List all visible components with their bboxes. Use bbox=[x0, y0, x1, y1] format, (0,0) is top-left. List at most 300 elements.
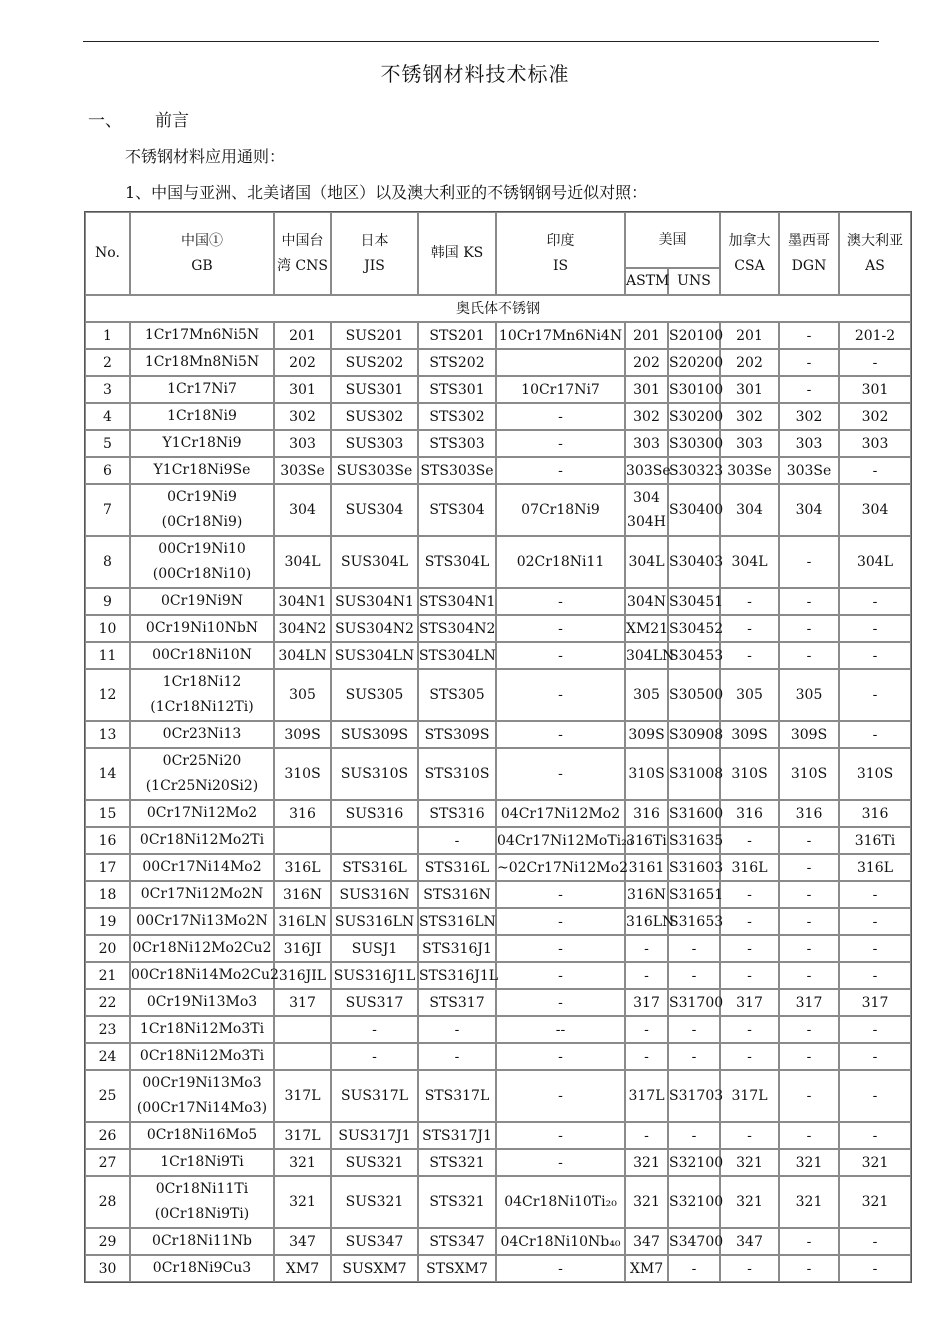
cell-uns: S30200 bbox=[668, 403, 720, 430]
table-row bbox=[85, 1176, 911, 1228]
header-canada-sub: CSA bbox=[734, 257, 765, 274]
header-australia-as bbox=[839, 212, 911, 295]
cell-no: 13 bbox=[85, 721, 130, 748]
cell-jis: SUS304N2 bbox=[331, 615, 418, 642]
cell-gb bbox=[130, 322, 274, 349]
cell-ks: STS317J1 bbox=[418, 1122, 496, 1149]
cell-dgn: - bbox=[779, 642, 839, 669]
cell-csa: - bbox=[720, 1016, 779, 1043]
cell-astm-line: 304LN bbox=[626, 647, 675, 664]
cell-csa: - bbox=[720, 881, 779, 908]
cell-jis: SUS310S bbox=[331, 748, 418, 800]
cell-csa: 317L bbox=[720, 1070, 779, 1122]
cell-no: 4 bbox=[85, 403, 130, 430]
cell-astm-line: XM21 bbox=[626, 620, 669, 637]
cell-csa: 316 bbox=[720, 800, 779, 827]
cell-gb-line: 0Cr18Ni12Mo2Ti bbox=[139, 832, 265, 848]
cell-no: 1 bbox=[85, 322, 130, 349]
cell-as: 304 bbox=[839, 484, 911, 536]
cell-gb bbox=[130, 642, 274, 669]
cell-ks: STS302 bbox=[418, 403, 496, 430]
cell-cns: 302 bbox=[274, 403, 331, 430]
cell-cns: 316L bbox=[274, 854, 331, 881]
cell-astm-line: 303Se bbox=[626, 462, 671, 479]
cell-dgn: - bbox=[779, 881, 839, 908]
intro-paragraph: 不锈钢材料应用通则： bbox=[125, 147, 286, 166]
cell-is: - bbox=[496, 615, 625, 642]
cell-csa: 321 bbox=[720, 1176, 779, 1228]
cell-gb bbox=[130, 1043, 274, 1070]
cell-gb bbox=[130, 748, 274, 800]
cell-as: - bbox=[839, 935, 911, 962]
cell-is: 10Cr17Ni7 bbox=[496, 376, 625, 403]
cell-gb bbox=[130, 854, 274, 881]
cell-dgn: - bbox=[779, 1070, 839, 1122]
cell-astm bbox=[625, 1016, 668, 1043]
header-china-label: 中国① bbox=[181, 232, 223, 249]
cell-uns: - bbox=[668, 1255, 720, 1282]
cell-csa: 310S bbox=[720, 748, 779, 800]
cell-gb-line: 0Cr18Ni12Mo2Cu2 bbox=[132, 940, 272, 956]
cell-astm-line: 202 bbox=[633, 354, 660, 371]
cell-jis: SUS304N1 bbox=[331, 588, 418, 615]
header-taiwan-cns bbox=[274, 212, 331, 295]
cell-no: 20 bbox=[85, 935, 130, 962]
cell-astm-line: 301 bbox=[633, 381, 660, 398]
cell-dgn: 304 bbox=[779, 484, 839, 536]
section-number: 一、 bbox=[88, 111, 122, 131]
cell-is: - bbox=[496, 748, 625, 800]
cell-is: 04Cr18Ni10Nb₄₀ bbox=[496, 1228, 625, 1255]
cell-uns: S30323 bbox=[668, 457, 720, 484]
cell-gb-line: 0Cr17Ni12Mo2N bbox=[140, 886, 264, 902]
cell-is: - bbox=[496, 430, 625, 457]
cell-gb bbox=[130, 430, 274, 457]
cell-no: 17 bbox=[85, 854, 130, 881]
cell-csa: 347 bbox=[720, 1228, 779, 1255]
cell-csa: 302 bbox=[720, 403, 779, 430]
cell-uns: S20100 bbox=[668, 322, 720, 349]
cell-gb bbox=[130, 827, 274, 854]
cell-uns: S31635 bbox=[668, 827, 720, 854]
cell-astm-line: 304L bbox=[628, 554, 665, 570]
cell-astm bbox=[625, 1176, 668, 1228]
cell-gb bbox=[130, 908, 274, 935]
cell-as: 321 bbox=[839, 1149, 911, 1176]
cell-ks: STS304L bbox=[418, 536, 496, 588]
cell-jis: SUS305 bbox=[331, 669, 418, 721]
cell-cns bbox=[274, 1016, 331, 1043]
cell-as: 316 bbox=[839, 800, 911, 827]
cell-no: 9 bbox=[85, 588, 130, 615]
cell-jis: SUS304 bbox=[331, 484, 418, 536]
cell-gb-line: 0Cr18Ni11Nb bbox=[152, 1233, 252, 1249]
cell-cns: 317 bbox=[274, 989, 331, 1016]
cell-gb-line: 00Cr17Ni14Mo2 bbox=[142, 859, 262, 875]
cell-uns: S32100 bbox=[668, 1149, 720, 1176]
cell-cns: 201 bbox=[274, 322, 331, 349]
cell-gb-line: Y1Cr18Ni9 bbox=[162, 435, 242, 451]
cell-csa: 317 bbox=[720, 989, 779, 1016]
cell-csa: - bbox=[720, 642, 779, 669]
cell-ks: STSXM7 bbox=[418, 1255, 496, 1282]
cell-csa: - bbox=[720, 827, 779, 854]
cell-dgn: - bbox=[779, 1043, 839, 1070]
cell-gb bbox=[130, 536, 274, 588]
cell-gb-line: 1Cr18Mn8Ni5N bbox=[144, 354, 260, 370]
cell-dgn: - bbox=[779, 1255, 839, 1282]
cell-ks: STS321 bbox=[418, 1176, 496, 1228]
cell-astm bbox=[625, 962, 668, 989]
cell-ks: STS304N2 bbox=[418, 615, 496, 642]
cell-jis: SUSJ1 bbox=[331, 935, 418, 962]
header-china-gb bbox=[130, 212, 274, 295]
cell-cns: 304N1 bbox=[274, 588, 331, 615]
cell-astm-line: XM7 bbox=[629, 1260, 664, 1277]
table-row bbox=[85, 642, 911, 669]
cell-astm bbox=[625, 935, 668, 962]
cell-gb bbox=[130, 403, 274, 430]
cell-gb-line: Y1Cr18Ni9Se bbox=[153, 462, 251, 478]
cell-jis: SUS201 bbox=[331, 322, 418, 349]
table-caption: 1、中国与亚洲、北美诸国（地区）以及澳大利亚的不锈钢钢号近似对照： bbox=[125, 183, 648, 202]
cell-dgn: - bbox=[779, 935, 839, 962]
table-row bbox=[85, 908, 911, 935]
cell-uns: S30452 bbox=[668, 615, 720, 642]
cell-jis: SUS303Se bbox=[331, 457, 418, 484]
cell-no: 18 bbox=[85, 881, 130, 908]
cell-jis: SUS316 bbox=[331, 800, 418, 827]
cell-is: 02Cr18Ni11 bbox=[496, 536, 625, 588]
cell-cns: 321 bbox=[274, 1176, 331, 1228]
cell-astm-line: 305 bbox=[633, 687, 660, 703]
cell-uns: S30908 bbox=[668, 721, 720, 748]
cell-csa: - bbox=[720, 935, 779, 962]
cell-as: - bbox=[839, 1228, 911, 1255]
cell-gb bbox=[130, 1016, 274, 1043]
cell-as: - bbox=[839, 1016, 911, 1043]
cell-no: 21 bbox=[85, 962, 130, 989]
cell-ks: STS304LN bbox=[418, 642, 496, 669]
cell-no: 24 bbox=[85, 1043, 130, 1070]
cell-ks: - bbox=[418, 1043, 496, 1070]
cell-no: 3 bbox=[85, 376, 130, 403]
cell-astm-line: - bbox=[644, 1127, 649, 1144]
cell-uns: S31008 bbox=[668, 748, 720, 800]
header-japan-label: 日本 bbox=[360, 232, 389, 249]
cell-gb bbox=[130, 484, 274, 536]
cell-gb-line: 00Cr19Ni10 bbox=[158, 541, 246, 557]
cell-uns: S31653 bbox=[668, 908, 720, 935]
cell-astm bbox=[625, 376, 668, 403]
cell-gb-line: 00Cr19Ni13Mo3 bbox=[142, 1075, 262, 1091]
cell-dgn: 305 bbox=[779, 669, 839, 721]
cell-astm-line: 304N bbox=[627, 593, 666, 610]
cell-no: 11 bbox=[85, 642, 130, 669]
cell-jis bbox=[331, 827, 418, 854]
cell-as: 317 bbox=[839, 989, 911, 1016]
cell-astm-line: - bbox=[644, 1021, 649, 1038]
cell-ks: STS316 bbox=[418, 800, 496, 827]
cell-as: - bbox=[839, 457, 911, 484]
cell-uns: S31703 bbox=[668, 1070, 720, 1122]
cell-gb bbox=[130, 962, 279, 989]
cell-no: 7 bbox=[85, 484, 130, 536]
header-india-sub: IS bbox=[552, 257, 569, 274]
cell-astm-line: 316N bbox=[627, 886, 666, 903]
cell-cns: 321 bbox=[274, 1149, 331, 1176]
cell-ks: STS347 bbox=[418, 1228, 496, 1255]
cell-gb-line: 1Cr17Mn6Ni5N bbox=[144, 327, 260, 343]
cell-astm-line: 201 bbox=[633, 327, 660, 344]
header-australia-sub: AS bbox=[865, 257, 885, 274]
table-row bbox=[85, 376, 911, 403]
cell-cns: 317L bbox=[274, 1070, 331, 1122]
cell-ks: STS304 bbox=[418, 484, 496, 536]
cell-ks: STS310S bbox=[418, 748, 496, 800]
cell-jis: SUS321 bbox=[331, 1149, 418, 1176]
table-row bbox=[85, 881, 911, 908]
cell-dgn: - bbox=[779, 615, 839, 642]
table-row bbox=[85, 800, 911, 827]
cell-gb-line: 0Cr17Ni12Mo2 bbox=[146, 805, 258, 821]
cell-as: - bbox=[839, 962, 911, 989]
cell-csa: 201 bbox=[720, 322, 779, 349]
cell-dgn: 317 bbox=[779, 989, 839, 1016]
cell-no: 23 bbox=[85, 1016, 130, 1043]
cell-ks: STS304N1 bbox=[418, 588, 496, 615]
cell-jis: SUS317J1 bbox=[331, 1122, 418, 1149]
cell-astm bbox=[625, 642, 675, 669]
cell-csa: 303 bbox=[720, 430, 779, 457]
cell-uns: S31603 bbox=[668, 854, 720, 881]
header-uns: UNS bbox=[668, 268, 720, 295]
cell-dgn: 321 bbox=[779, 1149, 839, 1176]
cell-no: 14 bbox=[85, 748, 130, 800]
cell-dgn: 310S bbox=[779, 748, 839, 800]
cell-gb bbox=[130, 935, 274, 962]
cell-gb bbox=[130, 989, 274, 1016]
cell-is: - bbox=[496, 1043, 625, 1070]
cell-gb-line: 00Cr17Ni13Mo2N bbox=[136, 913, 268, 929]
cell-gb bbox=[130, 721, 274, 748]
cell-dgn: - bbox=[779, 854, 839, 881]
cell-csa: 202 bbox=[720, 349, 779, 376]
cell-jis: - bbox=[331, 1043, 418, 1070]
table-row bbox=[85, 989, 911, 1016]
cell-as: - bbox=[839, 881, 911, 908]
table-row bbox=[85, 588, 911, 615]
header-mexico-sub: DGN bbox=[791, 257, 827, 274]
cell-uns: S34700 bbox=[668, 1228, 720, 1255]
cell-astm-line: 321 bbox=[633, 1194, 660, 1210]
cell-is bbox=[496, 349, 625, 376]
table-row bbox=[85, 935, 911, 962]
cell-astm bbox=[625, 721, 668, 748]
cell-gb bbox=[130, 1176, 274, 1228]
cell-is: - bbox=[496, 935, 625, 962]
cell-as: 304L bbox=[839, 536, 911, 588]
cell-as: 310S bbox=[839, 748, 911, 800]
cell-gb-line: 1Cr18Ni12Mo3Ti bbox=[139, 1021, 265, 1037]
cell-gb-line: 0Cr19Ni10NbN bbox=[145, 620, 259, 636]
cell-csa: 305 bbox=[720, 669, 779, 721]
cell-is: - bbox=[496, 457, 625, 484]
cell-gb bbox=[130, 1149, 274, 1176]
cell-is: - bbox=[496, 989, 625, 1016]
cell-astm bbox=[625, 430, 668, 457]
cell-ks: STS201 bbox=[418, 322, 496, 349]
header-korea-ks: 韩国 KS bbox=[418, 212, 496, 295]
cell-as: - bbox=[839, 721, 911, 748]
cell-astm-line: - bbox=[644, 940, 649, 957]
cell-uns: - bbox=[668, 962, 720, 989]
cell-astm bbox=[625, 1122, 668, 1149]
cell-cns: 202 bbox=[274, 349, 331, 376]
header-canada-label: 加拿大 bbox=[728, 232, 771, 249]
cell-as: 316Ti bbox=[839, 827, 911, 854]
header-australia-label: 澳大利亚 bbox=[847, 232, 903, 249]
cell-astm-line: 316LN bbox=[626, 913, 675, 930]
cell-dgn: - bbox=[779, 1122, 839, 1149]
cell-astm bbox=[625, 748, 668, 800]
cell-gb-line: 0Cr23Ni13 bbox=[162, 726, 242, 742]
table-row bbox=[85, 430, 911, 457]
cell-as: - bbox=[839, 1255, 911, 1282]
header-canada-csa bbox=[720, 212, 779, 295]
cell-csa: - bbox=[720, 588, 779, 615]
cell-cns: 317L bbox=[274, 1122, 331, 1149]
cell-dgn: 303Se bbox=[779, 457, 839, 484]
cell-gb-line: 1Cr17Ni7 bbox=[167, 381, 237, 397]
cell-astm bbox=[625, 669, 668, 721]
cell-csa: 303Se bbox=[720, 457, 779, 484]
cell-jis: SUS303 bbox=[331, 430, 418, 457]
cell-astm-line: 309S bbox=[628, 726, 665, 743]
cell-astm-line: 316 bbox=[633, 805, 660, 822]
cell-cns: 316LN bbox=[274, 908, 331, 935]
cell-jis: - bbox=[331, 1016, 418, 1043]
table-row bbox=[85, 403, 911, 430]
cell-gb bbox=[130, 588, 274, 615]
cell-astm-line: 3161 bbox=[628, 859, 665, 876]
cell-uns: S30100 bbox=[668, 376, 720, 403]
cell-astm-line: 317L bbox=[628, 1088, 665, 1104]
cell-no: 29 bbox=[85, 1228, 130, 1255]
cell-ks: STS303Se bbox=[418, 457, 496, 484]
cell-gb-line: 0Cr19Ni9 bbox=[167, 489, 237, 505]
header-japan-sub: JIS bbox=[364, 257, 385, 274]
cell-is: 07Cr18Ni9 bbox=[496, 484, 625, 536]
cell-astm-line: 316Ti bbox=[626, 832, 667, 849]
cell-gb-line: 0Cr19Ni13Mo3 bbox=[146, 994, 258, 1010]
cell-gb-line: 1Cr18Ni12 bbox=[162, 674, 242, 690]
cell-cns: XM7 bbox=[274, 1255, 331, 1282]
cell-no: 2 bbox=[85, 349, 130, 376]
cell-uns: S30500 bbox=[668, 669, 720, 721]
cell-as: 301 bbox=[839, 376, 911, 403]
cell-dgn: - bbox=[779, 908, 839, 935]
cell-jis: SUS316N bbox=[331, 881, 418, 908]
cell-cns: 316JIL bbox=[274, 962, 331, 989]
cell-is: 04Cr18Ni10Ti₂₀ bbox=[496, 1176, 625, 1228]
cell-gb-line: 0Cr18Ni16Mo5 bbox=[146, 1127, 258, 1143]
cell-astm bbox=[625, 349, 668, 376]
cell-gb bbox=[130, 1122, 274, 1149]
table-row bbox=[85, 1016, 911, 1043]
cell-cns bbox=[274, 1043, 331, 1070]
cell-gb bbox=[130, 376, 274, 403]
cell-as: - bbox=[839, 1070, 911, 1122]
cell-is: - bbox=[496, 1122, 625, 1149]
table-row bbox=[85, 1070, 911, 1122]
cell-cns: 316 bbox=[274, 800, 331, 827]
cell-jis: SUS347 bbox=[331, 1228, 418, 1255]
cell-jis: SUS317 bbox=[331, 989, 418, 1016]
table-row bbox=[85, 1228, 911, 1255]
cell-uns: S30403 bbox=[668, 536, 720, 588]
cell-no: 26 bbox=[85, 1122, 130, 1149]
cell-is: - bbox=[496, 669, 625, 721]
cell-cns: 316JI bbox=[274, 935, 331, 962]
cell-cns: 304L bbox=[274, 536, 331, 588]
cell-gb bbox=[130, 800, 274, 827]
cell-no: 12 bbox=[85, 669, 130, 721]
cell-gb bbox=[130, 457, 274, 484]
cell-ks: STS316L bbox=[418, 854, 496, 881]
header-china-sub: GB bbox=[191, 257, 213, 274]
cell-no: 5 bbox=[85, 430, 130, 457]
cell-no: 16 bbox=[85, 827, 130, 854]
table-row bbox=[85, 457, 911, 484]
cell-jis: SUS316LN bbox=[331, 908, 418, 935]
cell-gb bbox=[130, 1255, 274, 1282]
cell-is: - bbox=[496, 908, 625, 935]
table-row bbox=[85, 1043, 911, 1070]
cell-astm bbox=[625, 588, 668, 615]
cell-csa: 309S bbox=[720, 721, 779, 748]
cell-gb-line: 00Cr18Ni10N bbox=[152, 647, 252, 663]
header-usa: 美国 bbox=[625, 212, 720, 268]
cell-gb bbox=[130, 349, 274, 376]
cell-jis: SUS317L bbox=[331, 1070, 418, 1122]
cell-is: - bbox=[496, 721, 625, 748]
cell-is: - bbox=[496, 588, 625, 615]
header-india-label: 印度 bbox=[546, 232, 575, 249]
cell-astm bbox=[625, 1228, 668, 1255]
cell-no: 27 bbox=[85, 1149, 130, 1176]
cell-csa: 316L bbox=[720, 854, 779, 881]
cell-ks: STS321 bbox=[418, 1149, 496, 1176]
cell-uns: S31700 bbox=[668, 989, 720, 1016]
cell-gb-line: (1Cr25Ni20Si2) bbox=[145, 778, 259, 794]
cell-cns: 301 bbox=[274, 376, 331, 403]
cell-gb-line: (00Cr17Ni14Mo3) bbox=[136, 1100, 268, 1116]
cell-uns: - bbox=[668, 1016, 720, 1043]
cell-csa: - bbox=[720, 1043, 779, 1070]
cell-is: - bbox=[496, 881, 625, 908]
cell-gb bbox=[130, 881, 274, 908]
cell-is: - bbox=[496, 962, 625, 989]
cell-gb-line: 0Cr18Ni9Cu3 bbox=[152, 1260, 252, 1276]
cell-gb-line: 00Cr18Ni14Mo2Cu2 bbox=[131, 967, 279, 983]
cell-is: - bbox=[496, 403, 625, 430]
cell-uns: S30451 bbox=[668, 588, 720, 615]
cell-cns: 347 bbox=[274, 1228, 331, 1255]
cell-ks: STS303 bbox=[418, 430, 496, 457]
cell-is: 10Cr17Mn6Ni4N bbox=[496, 322, 625, 349]
cell-no: 10 bbox=[85, 615, 130, 642]
